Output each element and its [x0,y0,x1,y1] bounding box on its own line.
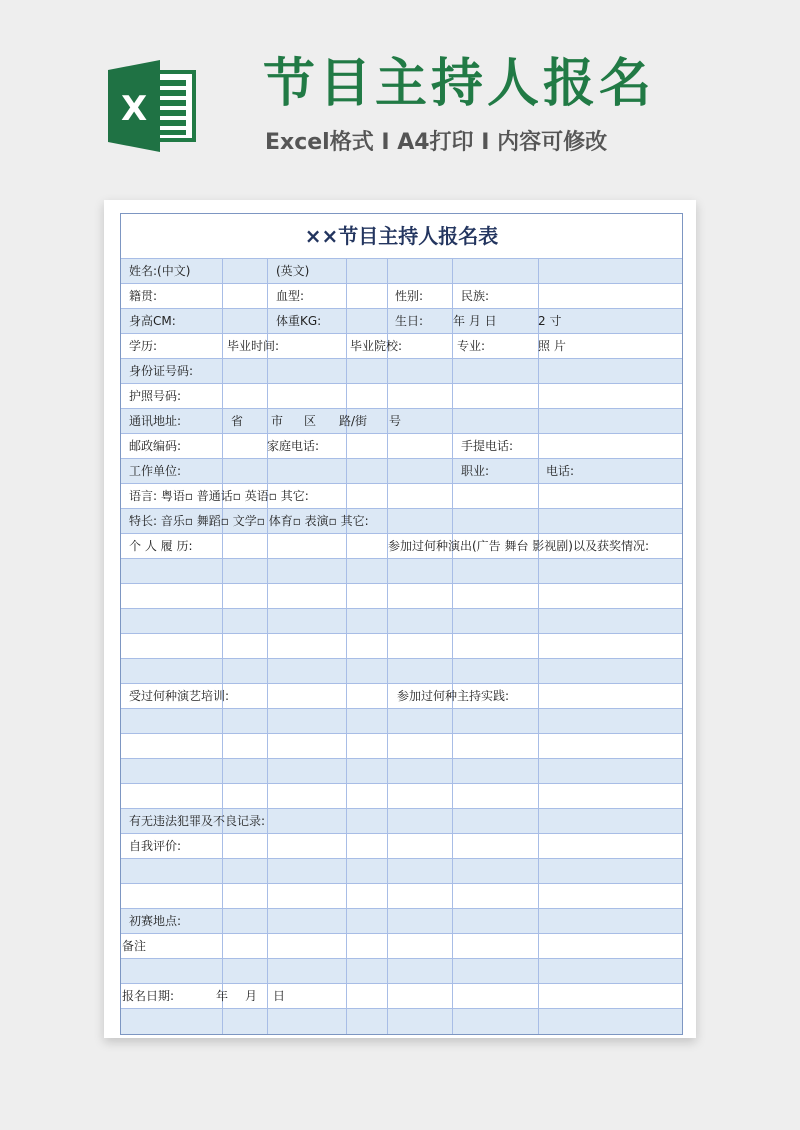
grid-line [387,934,388,958]
table-row [121,559,682,584]
grid-line [452,834,453,858]
grid-line [222,709,223,733]
grid-line [452,934,453,958]
grid-line [267,759,268,783]
grid-line [346,559,347,583]
grid-line [538,284,539,308]
grid-line [452,559,453,583]
table-row [121,634,682,659]
grid-line [346,459,347,483]
grid-line [222,859,223,883]
grid-line [346,884,347,908]
grid-line [452,859,453,883]
grid-line [222,334,223,358]
grid-line [452,359,453,383]
grid-line [538,634,539,658]
form-field-label: 籍贯: [129,289,158,303]
form-field-label: 个 人 履 历: [129,539,193,553]
form-field-label: 区 [304,414,317,428]
table-row [121,859,682,884]
form-field-label: 工作单位: [129,464,182,478]
table-row [121,809,682,834]
grid-line [387,859,388,883]
banner-title: 节目主持人报名 [263,54,656,114]
grid-line [267,559,268,583]
grid-line [222,259,223,283]
table-row [121,1009,682,1034]
grid-line [346,484,347,508]
grid-line [387,609,388,633]
form-field-label: 家庭电话: [267,439,320,453]
grid-line [267,359,268,383]
form-field-label: 有无违法犯罪及不良记录: [129,814,266,828]
svg-text:X: X [121,89,148,129]
grid-line [222,459,223,483]
grid-line [538,259,539,283]
grid-line [387,259,388,283]
grid-line [346,609,347,633]
form-field-label: 照 片 [538,339,566,353]
grid-line [538,434,539,458]
grid-line [346,759,347,783]
grid-line [222,359,223,383]
grid-line [346,334,347,358]
form-field-label: 日 [273,989,286,1003]
grid-line [346,259,347,283]
table-row [121,784,682,809]
grid-line [538,684,539,708]
grid-line [387,434,388,458]
grid-line [452,284,453,308]
grid-line [346,359,347,383]
grid-line [267,309,268,333]
grid-line [222,309,223,333]
grid-line [346,534,347,558]
table-row [121,984,682,1009]
grid-line [267,909,268,933]
table-row [121,359,682,384]
grid-line [452,634,453,658]
grid-line [222,609,223,633]
grid-line [538,584,539,608]
form-field-label: 职业: [461,464,490,478]
grid-line [346,984,347,1008]
grid-line [267,859,268,883]
grid-line [267,784,268,808]
grid-line [538,784,539,808]
form-field-label: 语言: 粤语▫ 普通话▫ 英语▫ 其它: [129,489,309,503]
grid-line [538,359,539,383]
grid-line [222,834,223,858]
form-field-label: 毕业院校: [350,339,403,353]
form-title: ××节目主持人报名表 [121,214,682,259]
grid-line [222,559,223,583]
grid-line [452,734,453,758]
grid-line [452,884,453,908]
grid-line [222,584,223,608]
grid-line [267,409,268,433]
grid-line [452,759,453,783]
grid-line [222,284,223,308]
grid-line [222,634,223,658]
grid-line [538,559,539,583]
grid-line [452,259,453,283]
grid-line [538,734,539,758]
grid-line [538,884,539,908]
grid-line [452,709,453,733]
grid-line [452,409,453,433]
grid-line [387,284,388,308]
table-row [121,834,682,859]
grid-line [222,659,223,683]
grid-line [538,609,539,633]
table-row [121,709,682,734]
form-field-label: 参加过何种主持实践: [397,689,510,703]
form-field-label: 初赛地点: [129,914,182,928]
grid-line [346,734,347,758]
grid-line [452,384,453,408]
grid-line [346,284,347,308]
grid-line [452,584,453,608]
grid-line [538,459,539,483]
table-row [121,384,682,409]
grid-line [387,834,388,858]
grid-line [452,434,453,458]
grid-line [452,959,453,983]
grid-line [267,284,268,308]
grid-line [346,809,347,833]
form-field-label: 手提电话: [461,439,514,453]
grid-line [452,459,453,483]
form-field-label: 参加过何种演出(广告 舞台 影视剧)以及获奖情况: [388,539,650,553]
grid-line [387,359,388,383]
registration-form-table [120,213,683,1035]
grid-line [267,459,268,483]
grid-line [387,709,388,733]
grid-line [267,534,268,558]
grid-line [346,934,347,958]
table-row [121,584,682,609]
form-field-label: 学历: [129,339,158,353]
grid-line [346,684,347,708]
grid-line [538,509,539,533]
grid-line [452,609,453,633]
grid-line [346,784,347,808]
grid-line [387,634,388,658]
table-row [121,609,682,634]
grid-line [387,559,388,583]
grid-line [222,434,223,458]
grid-line [538,834,539,858]
grid-line [267,609,268,633]
grid-line [346,959,347,983]
table-row [121,509,682,534]
grid-line [267,884,268,908]
grid-line [387,734,388,758]
grid-line [452,784,453,808]
grid-line [538,909,539,933]
grid-line [346,834,347,858]
grid-line [267,734,268,758]
table-row [121,534,682,559]
grid-line [267,584,268,608]
table-row [121,884,682,909]
form-rows [121,259,682,1034]
form-field-label: 专业: [457,339,486,353]
grid-line [222,909,223,933]
form-field-label: 2 寸 [538,314,562,328]
grid-line [452,659,453,683]
grid-line [222,384,223,408]
grid-line [452,1009,453,1034]
grid-line [267,384,268,408]
grid-line [267,934,268,958]
form-field-label: 通讯地址: [129,414,182,428]
table-row [121,259,682,284]
table-row [121,759,682,784]
table-row [121,959,682,984]
grid-line [346,584,347,608]
form-field-label: 生日: [395,314,424,328]
grid-line [222,734,223,758]
form-field-label: 特长: 音乐▫ 舞蹈▫ 文学▫ 体育▫ 表演▫ 其它: [129,514,369,528]
form-field-label: 路/街 [339,414,368,428]
table-row [121,334,682,359]
grid-line [222,534,223,558]
grid-line [267,684,268,708]
grid-line [387,784,388,808]
grid-line [222,959,223,983]
grid-line [267,959,268,983]
form-field-label: (英文) [276,264,310,278]
grid-line [346,434,347,458]
form-field-label: 体重KG: [276,314,322,328]
grid-line [222,934,223,958]
grid-line [346,634,347,658]
grid-line [387,659,388,683]
grid-line [538,709,539,733]
grid-line [387,1009,388,1034]
grid-line [387,959,388,983]
table-row [121,684,682,709]
grid-line [538,984,539,1008]
table-row [121,459,682,484]
form-field-label: 性别: [395,289,424,303]
grid-line [452,809,453,833]
grid-line [346,709,347,733]
grid-line [387,384,388,408]
grid-line [222,759,223,783]
grid-line [267,659,268,683]
form-field-label: 备注 [122,939,147,953]
grid-line [538,759,539,783]
grid-line [222,884,223,908]
form-field-label: 邮政编码: [129,439,182,453]
table-row [121,284,682,309]
grid-line [538,1009,539,1034]
table-row [121,434,682,459]
grid-line [387,984,388,1008]
form-field-label: 电话: [546,464,575,478]
form-field-label: 省 [231,414,244,428]
grid-line [452,334,453,358]
grid-line [387,809,388,833]
form-field-label: 血型: [276,289,305,303]
table-row [121,659,682,684]
form-field-label: 受过何种演艺培训: [129,689,230,703]
grid-line [538,934,539,958]
grid-line [267,809,268,833]
form-field-label: 号 [389,414,402,428]
table-row [121,484,682,509]
form-field-label: 姓名:(中文) [129,264,191,278]
grid-line [452,484,453,508]
grid-line [538,959,539,983]
grid-line [387,484,388,508]
grid-line [222,409,223,433]
form-field-label: 护照号码: [129,389,182,403]
grid-line [346,859,347,883]
excel-logo-icon [104,58,200,154]
form-field-label: 身高CM: [129,314,176,328]
form-field-label: 自我评价: [129,839,182,853]
document-page [104,200,696,1038]
grid-line [538,384,539,408]
grid-line [387,584,388,608]
grid-line [346,909,347,933]
form-field-label: 民族: [461,289,490,303]
grid-line [387,309,388,333]
table-row [121,309,682,334]
grid-line [387,409,388,433]
grid-line [538,484,539,508]
form-field-label: 毕业时间: [227,339,280,353]
grid-line [452,509,453,533]
form-field-label: 年 月 日 [453,314,497,328]
grid-line [538,859,539,883]
table-row [121,734,682,759]
grid-line [387,759,388,783]
grid-line [387,684,388,708]
grid-line [538,809,539,833]
grid-line [538,659,539,683]
grid-line [387,509,388,533]
form-field-label: 市 [271,414,284,428]
grid-line [346,384,347,408]
grid-line [222,784,223,808]
grid-line [267,984,268,1008]
grid-line [346,659,347,683]
grid-line [387,884,388,908]
grid-line [387,909,388,933]
form-field-label: 月 [245,989,258,1003]
grid-line [267,634,268,658]
form-field-label: 年 [216,989,229,1003]
grid-line [267,834,268,858]
grid-line [387,459,388,483]
grid-line [267,259,268,283]
grid-line [267,1009,268,1034]
table-row [121,409,682,434]
table-row [121,934,682,959]
form-field-label: 报名日期: [122,989,175,1003]
banner-subtitle: Excel格式 I A4打印 I 内容可修改 [265,130,608,155]
grid-line [346,1009,347,1034]
table-row [121,909,682,934]
form-field-label: 身份证号码: [129,364,194,378]
grid-line [222,1009,223,1034]
grid-line [452,984,453,1008]
grid-line [267,709,268,733]
grid-line [452,909,453,933]
grid-line [346,309,347,333]
grid-line [538,409,539,433]
